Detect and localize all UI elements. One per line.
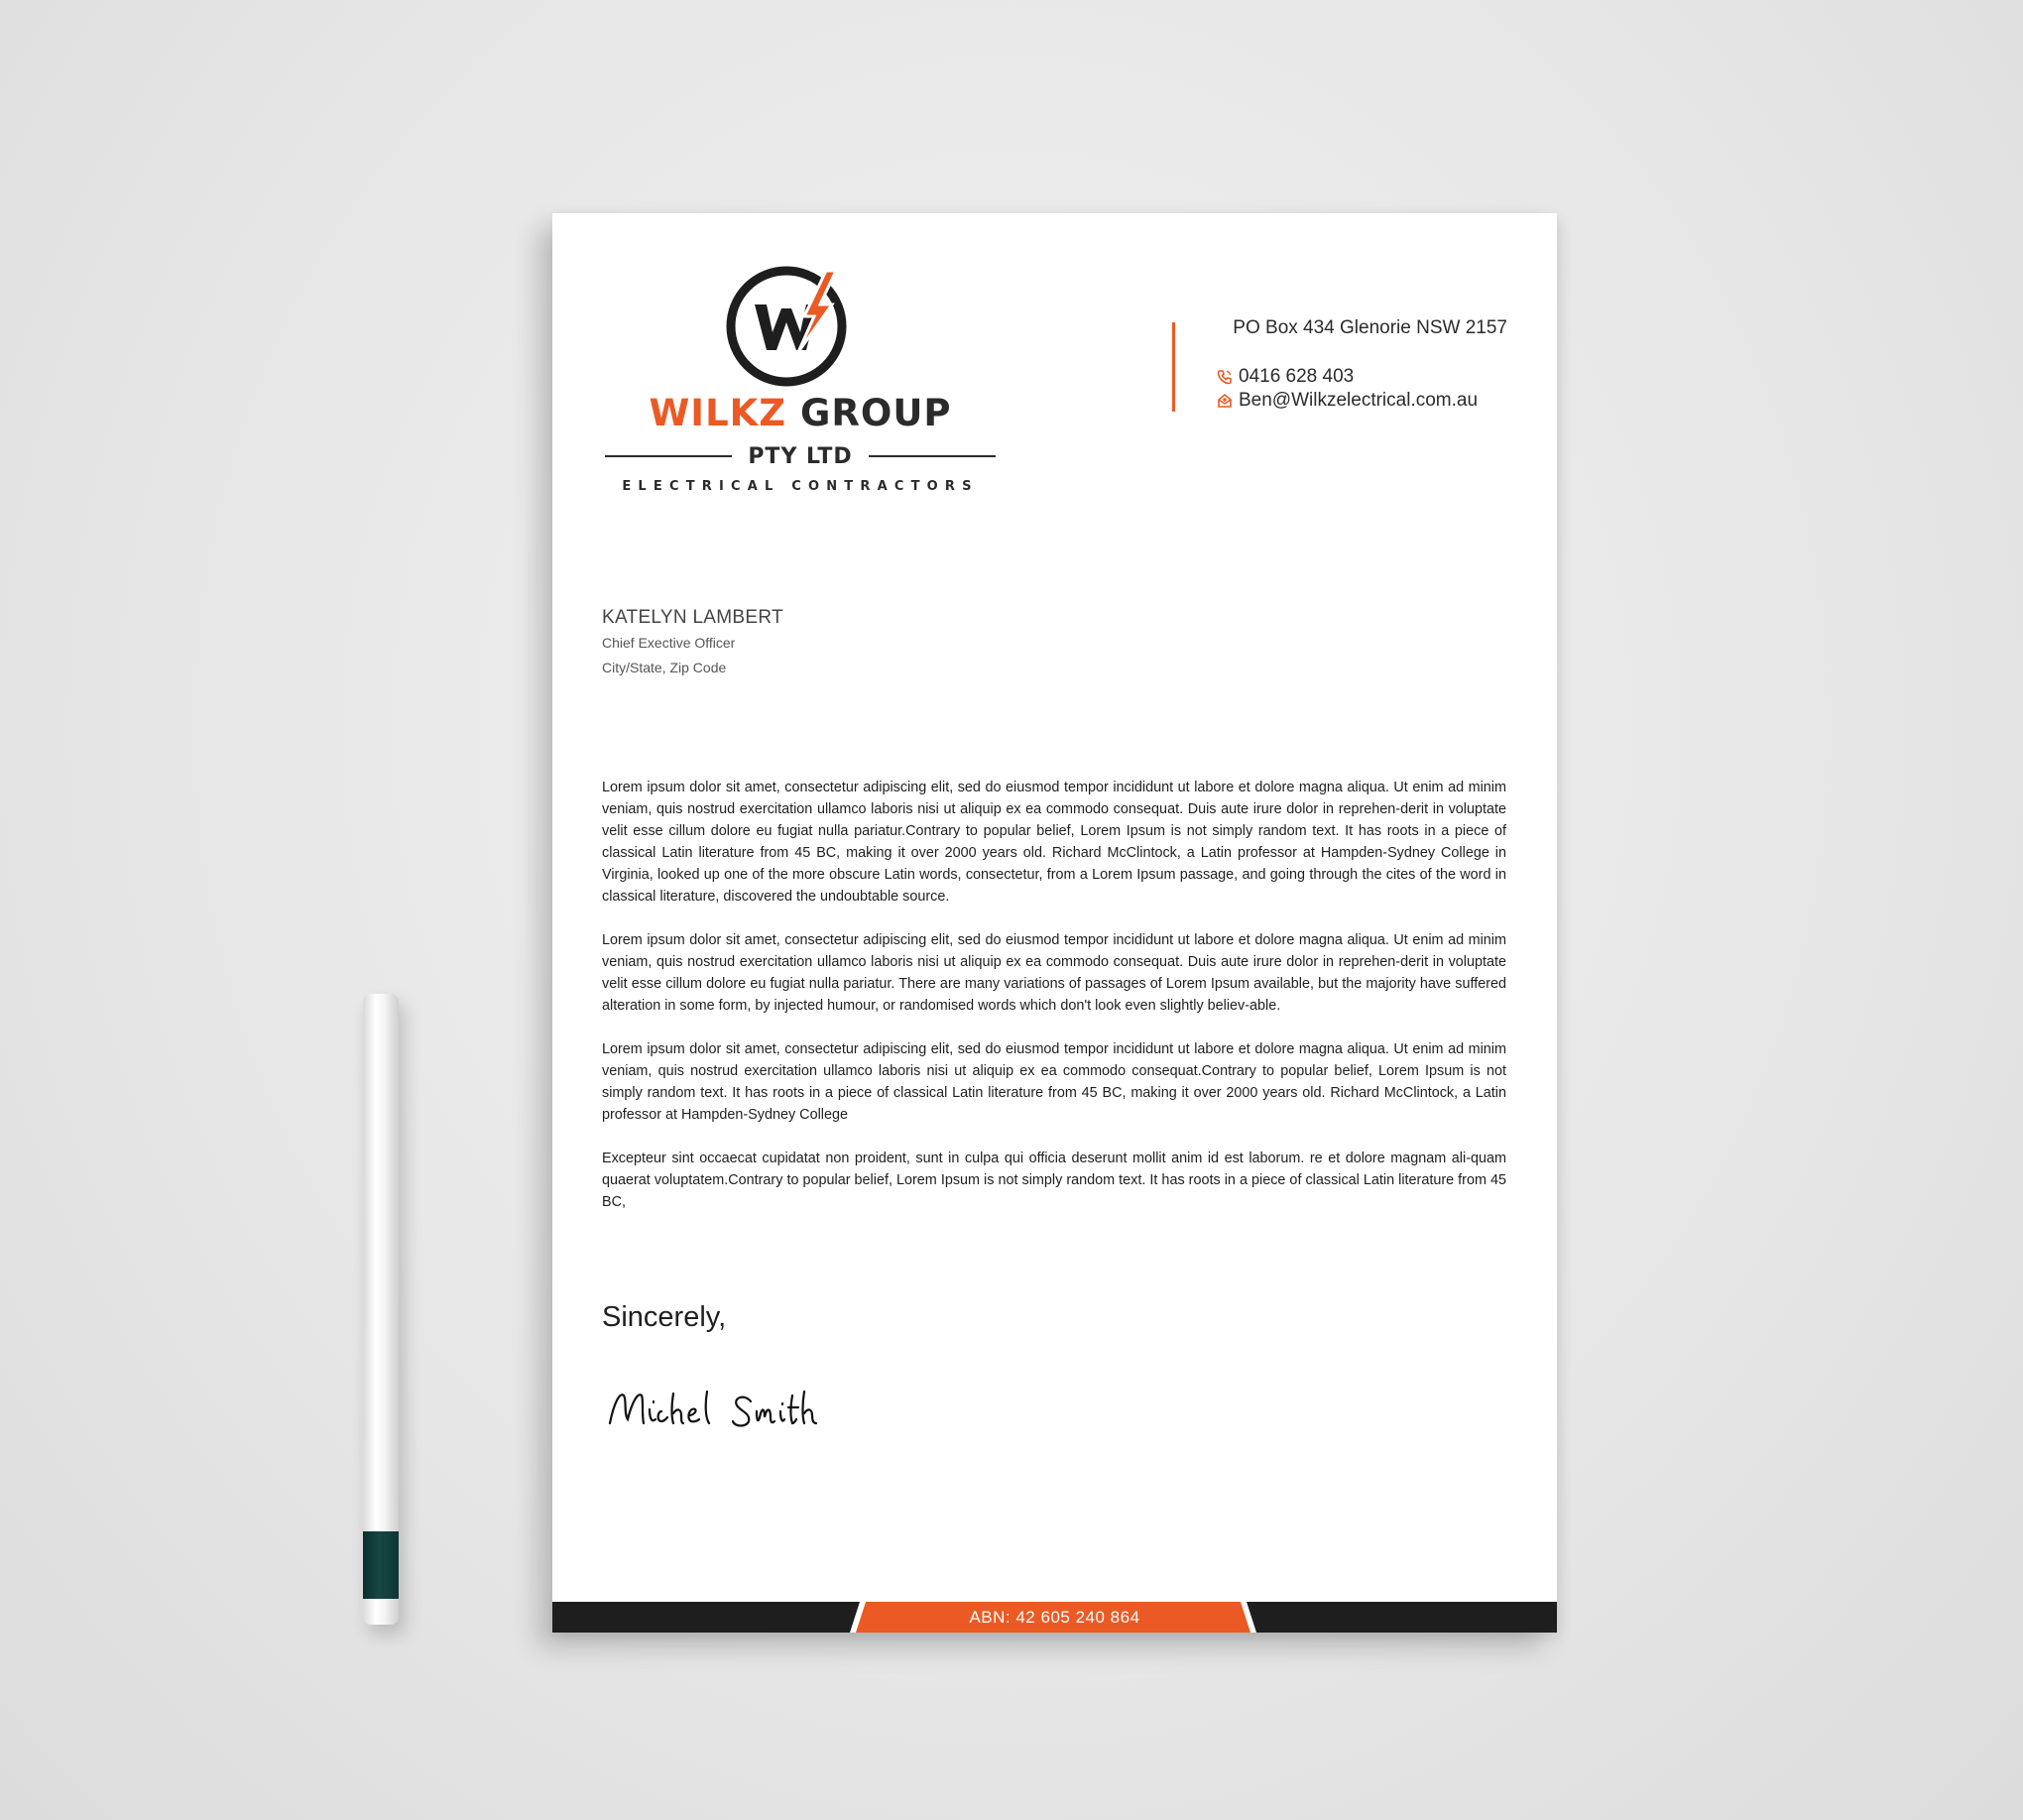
company-logo	[602, 255, 999, 493]
body-paragraph: Excepteur sint occaecat cupidatat non proident, sunt in culpa qui officia deserunt mollit anim id est laborum. re et dolore magnam ali-quam quaerat voluptatem.Contrary to popular belief, Lorem Ipsum is not simply random text. It has roots in a piece of classical Latin literature from 45 BC,	[602, 1151, 1506, 1210]
address: PO Box 434 Glenorie NSW 2157	[1233, 317, 1507, 338]
signature-image	[602, 1374, 860, 1443]
letterhead-page	[552, 213, 1557, 1633]
pen-band	[363, 1531, 399, 1599]
email-icon	[1217, 393, 1233, 409]
recipient-location: City/State, Zip Code	[602, 660, 727, 675]
company-name-part1: WILKZ	[649, 392, 787, 434]
contact-divider	[1172, 322, 1175, 412]
body-paragraph: Lorem ipsum dolor sit amet, consectetur adipiscing elit, sed do eiusmod tempor incididunt ut labore et dolore magna aliqua. Ut enim ad minim veniam, quis nostrud exercitation ullamco laboris nisi ut aliquip ex ea commodo consequat. Duis aute irure dolor in reprehen-derit in voluptate velit esse cillum dolore eu fugiat nulla pariatur.Contrary to popular belief, Lorem Ipsum is not simply random text. It has roots in a piece of classical Latin literature from 45 BC, making it over 2000 years old. Richard McClintock, a Latin professor at Hampden-Sydney College in Virginia, looked up one of the more obscure Latin words, consectetur, from a Lorem Ipsum passage, and going through the cites of the word in classical literature, discovered the undoubtable source.	[602, 780, 1506, 905]
body-paragraph: Lorem ipsum dolor sit amet, consectetur adipiscing elit, sed do eiusmod tempor incididunt ut labore et dolore magna aliqua. Ut enim ad minim veniam, quis nostrud exercitation ullamco laboris nisi ut aliquip ex ea commodo consequat.Contrary to popular belief, Lorem Ipsum is not simply random text. It has roots in a piece of classical Latin literature from 45 BC, making it over 2000 years old. Richard McClintock, a Latin professor at Hampden-Sydney College	[602, 1041, 1506, 1123]
recipient-title: Chief Exective Officer	[602, 635, 736, 651]
phone-row	[1217, 366, 1354, 388]
divider-right	[869, 455, 996, 457]
email-address: Ben@Wilkzelectrical.com.au	[1239, 390, 1479, 411]
company-suffix-row	[605, 436, 996, 476]
company-tagline: ELECTRICAL CONTRACTORS	[622, 479, 979, 494]
phone-icon	[1217, 369, 1233, 385]
divider-left	[605, 455, 732, 457]
closing-salutation: Sincerely,	[602, 1301, 727, 1333]
email-row	[1217, 390, 1478, 412]
abn-number: ABN: 42 605 240 864	[969, 1608, 1140, 1627]
recipient-name: KATELYN LAMBERT	[602, 607, 783, 628]
company-name-part2: GROUP	[800, 392, 952, 434]
logo-emblem-icon	[602, 255, 999, 394]
company-name	[602, 392, 999, 434]
body-paragraph: Lorem ipsum dolor sit amet, consectetur adipiscing elit, sed do eiusmod tempor incididunt ut labore et dolore magna aliqua. Ut enim ad minim veniam, quis nostrud exercitation ullamco laboris nisi ut aliquip ex ea commodo consequat. Duis aute irure dolor in reprehen-derit in voluptate velit esse cillum dolore eu fugiat nulla pariatur. There are many variations of passages of Lorem Ipsum available, but the majority have suffered alteration in some form, by injected humour, or randomised words which don't look even slightly believ-able.	[602, 932, 1506, 1014]
company-suffix: PTY LTD	[748, 443, 853, 469]
phone-number: 0416 628 403	[1239, 366, 1355, 387]
letter-body	[602, 777, 1506, 1235]
pen	[363, 994, 399, 1625]
